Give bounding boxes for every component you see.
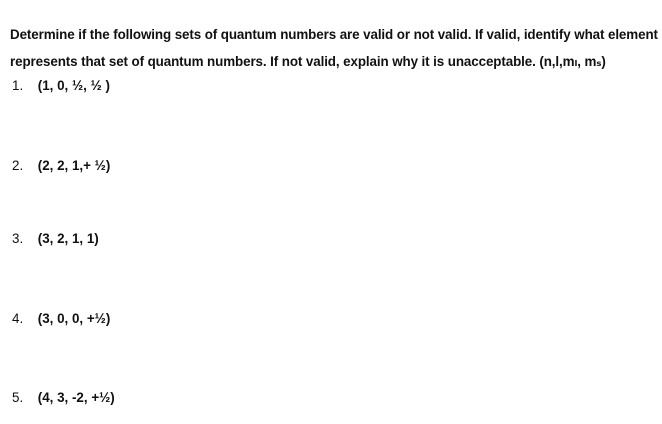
quantum-number-set: (3, 0, 0, +½)	[37, 311, 111, 326]
question-number: 4.	[12, 311, 24, 326]
instructions-line-2: represents that set of quantum numbers. If not valid, explain why it is unacceptable. (n,l,mₗ, mₛ)	[10, 54, 606, 69]
question-item	[12, 309, 110, 329]
question-number: 2.	[12, 158, 24, 173]
quantum-number-set: (1, 0, ½, ½ )	[37, 78, 110, 93]
question-number: 3.	[12, 231, 24, 246]
question-number: 5.	[12, 390, 24, 405]
instructions-line-1: Determine if the following sets of quantum numbers are valid or not valid. If valid, identify what element	[10, 27, 658, 42]
question-item	[12, 76, 110, 96]
quantum-number-set: (4, 3, -2, +½)	[37, 390, 115, 405]
question-item	[12, 229, 99, 249]
question-item	[12, 156, 110, 176]
quantum-number-set: (2, 2, 1,+ ½)	[37, 158, 111, 173]
question-number: 1.	[12, 78, 24, 93]
quantum-number-set: (3, 2, 1, 1)	[37, 231, 99, 246]
instructions-paragraph	[10, 21, 658, 75]
question-item	[12, 388, 115, 408]
